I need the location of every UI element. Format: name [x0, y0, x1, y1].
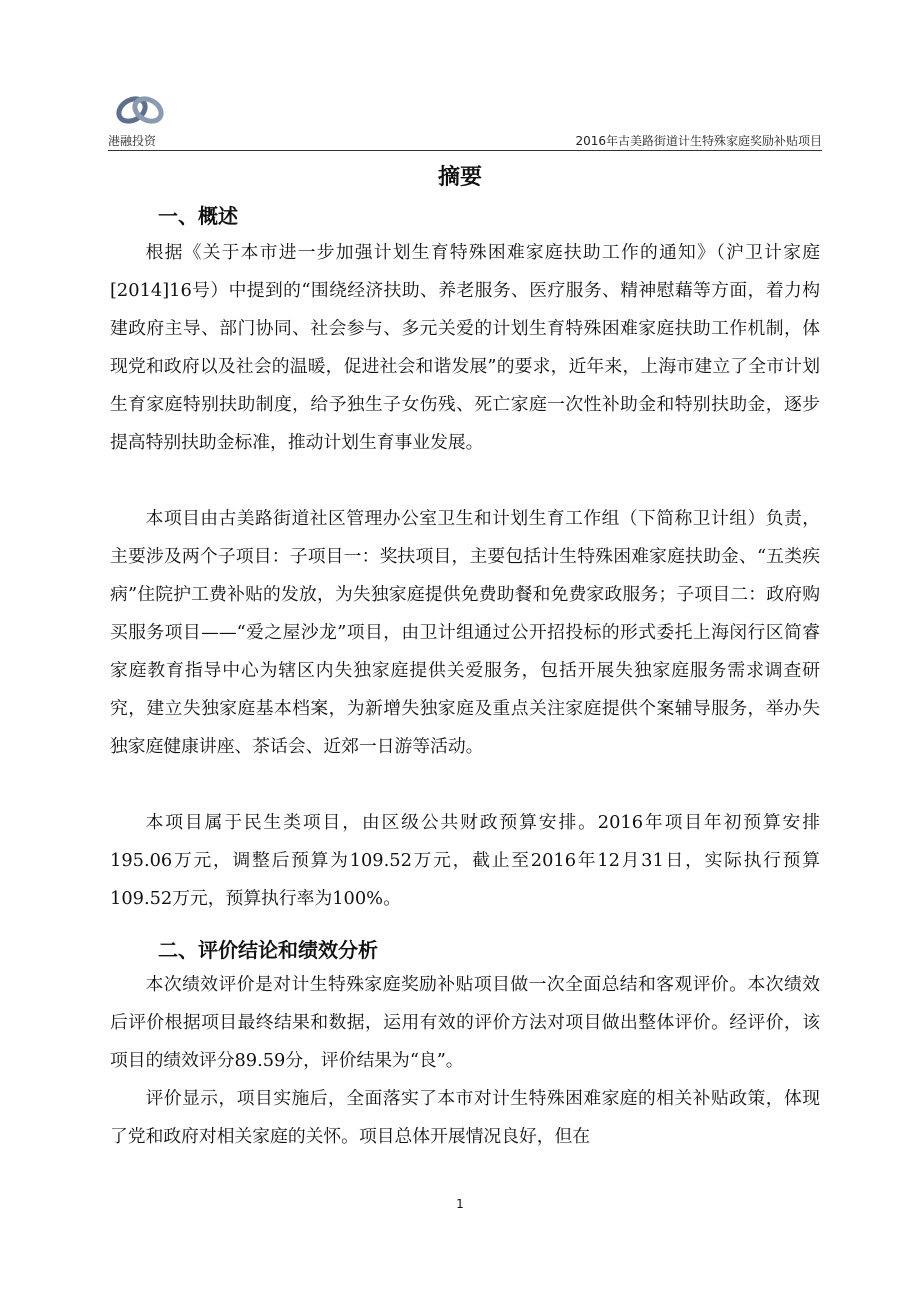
paragraph-3: 本项目属于民生类项目，由区级公共财政预算安排。2016年项目年初预算安排195.06万元，调整后预算为109.52万元，截止至2016年12月31日，实际执行预算109.52万元，预算执行率为100%。: [110, 812, 820, 909]
header-project-title: 2016年古美路街道计生特殊家庭奖励补贴项目: [575, 134, 822, 148]
paragraph-4: 本次绩效评价是对计生特殊家庭奖励补贴项目做一次全面总结和客观评价。本次绩效后评价根据项目最终结果和数据，运用有效的评价方法对项目做出整体评价。经评价，该项目的绩效评分89.59分，评价结果为“良”。: [110, 974, 820, 1071]
section-heading-overview: 一、概述: [158, 204, 238, 228]
page-number: 1: [456, 1197, 464, 1211]
header-divider: [108, 150, 822, 151]
page-title: 摘要: [437, 165, 482, 190]
paragraph-1: 根据《关于本市进一步加强计划生育特殊困难家庭扶助工作的通知》（沪卫计家庭[2014]16号）中提到的“围绕经济扶助、养老服务、医疗服务、精神慰藉等方面，着力构建政府主导、部门协同、社会参与、多元关爱的计划生育特殊困难家庭扶助工作机制，体现党和政府以及社会的温暖，促进社会和谐发展”的要求，近年来，上海市建立了全市计划生育家庭特别扶助制度，给予独生子女伤残、死亡家庭一次性补助金和特别扶助金，逐步提高特别扶助金标准，推动计划生育事业发展。: [110, 242, 820, 453]
paragraph-5: 评价显示，项目实施后，全面落实了本市对计生特殊困难家庭的相关补贴政策，体现了党和政府对相关家庭的关怀。项目总体开展情况良好，但在: [110, 1088, 820, 1147]
page-header: [108, 88, 822, 152]
company-logo-icon: [114, 92, 166, 128]
paragraph-2: 本项目由古美路街道社区管理办公室卫生和计划生育工作组（下简称卫计组）负责，主要涉及两个子项目：子项目一：奖扶项目，主要包括计生特殊困难家庭扶助金、“五类疾病”住院护工费补贴的发放，为失独家庭提供免费助餐和免费家政服务；子项目二：政府购买服务项目——“爱之屋沙龙”项目，由卫计组通过公开招投标的形式委托上海闵行区简睿家庭教育指导中心为辖区内失独家庭提供关爱服务，包括开展失独家庭服务需求调查研究，建立失独家庭基本档案，为新增失独家庭及重点关注家庭提供个案辅导服务，举办失独家庭健康讲座、茶话会、近郊一日游等活动。: [110, 508, 820, 757]
company-name: 港融投资: [108, 134, 157, 148]
section-heading-evaluation: 二、评价结论和绩效分析: [158, 938, 378, 962]
